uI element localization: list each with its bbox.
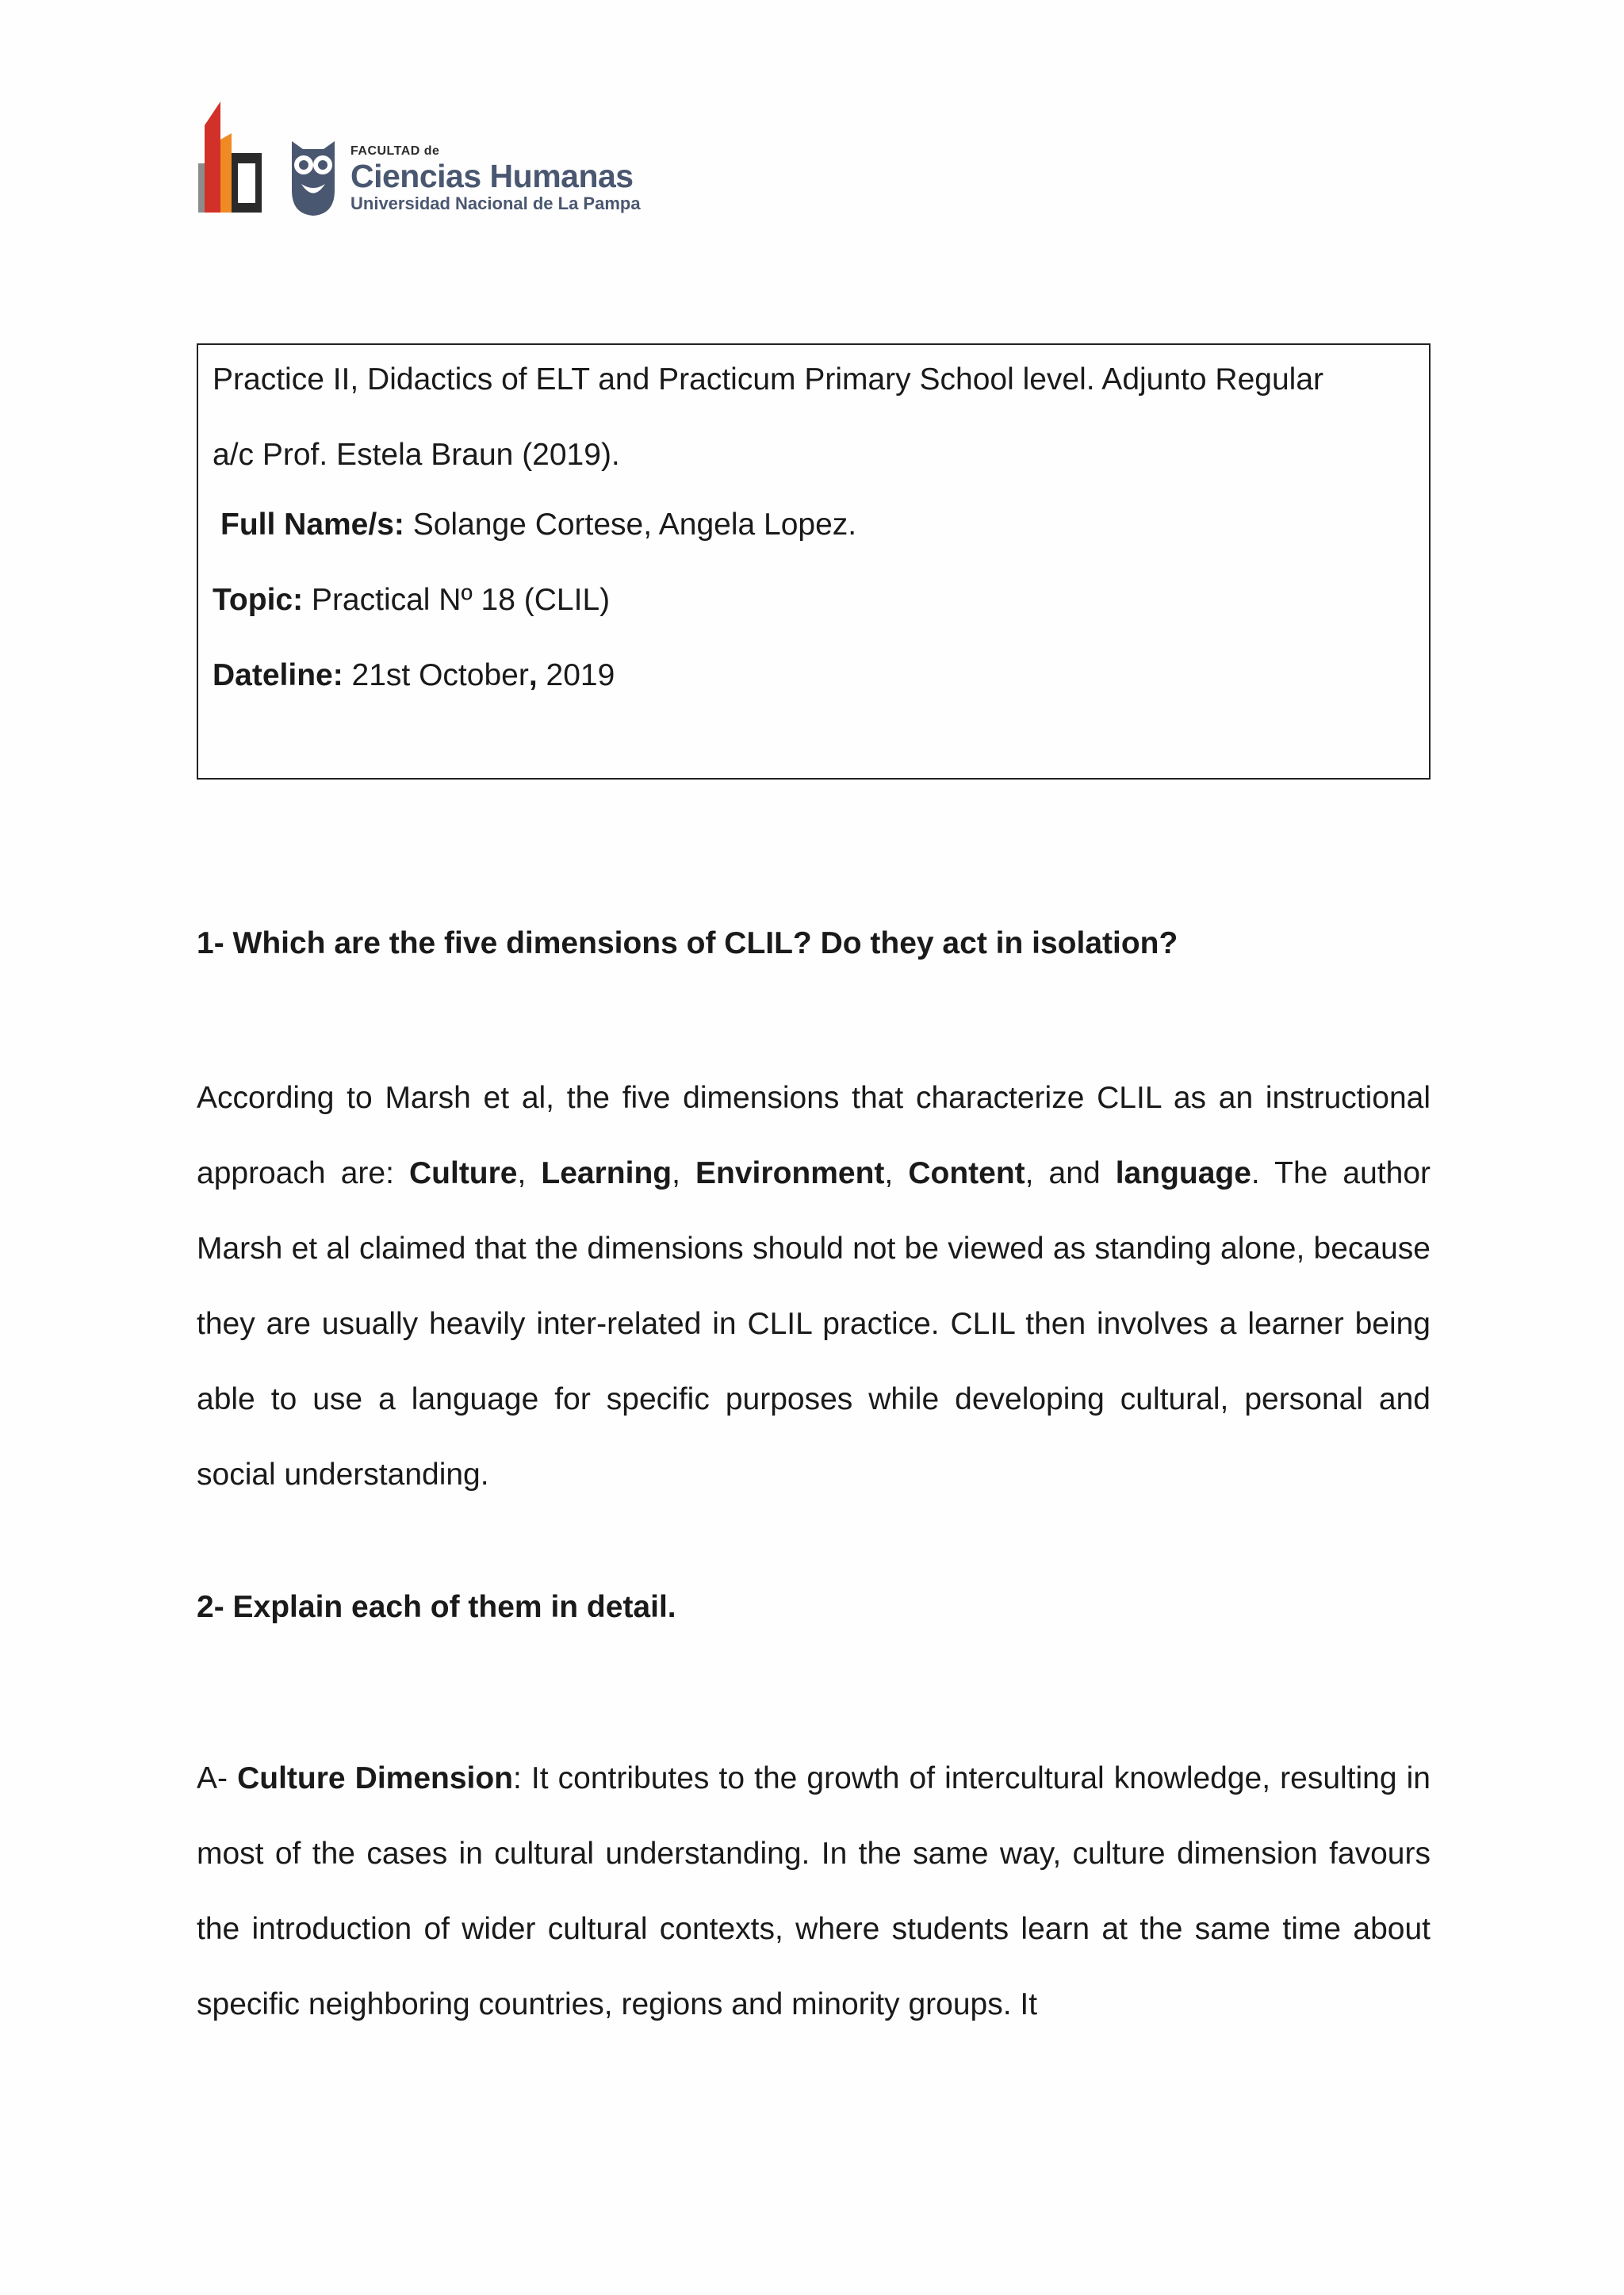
full-name-line <box>220 506 856 544</box>
separator: , <box>672 1156 696 1190</box>
answer-1-rest: . The author Marsh et al claimed that the dimensions should not be viewed as standing alone, because they are usually heavily inter-related in CLIL practice. CLIL then involves a learner being able to use a language for specific purposes while developing cultural, personal and social understanding. <box>197 1156 1431 1492</box>
dateline-value-date: 21st October <box>343 658 529 692</box>
answer-2-prefix: A- <box>197 1761 238 1795</box>
logo-text <box>350 144 641 214</box>
topic-value: Practical Nº 18 (CLIL) <box>303 583 611 617</box>
course-line-1: Practice II, Didactics of ELT and Practicum Primary School level. Adjunto Regular <box>213 362 1323 397</box>
full-name-label: Full Name/s: <box>220 508 404 542</box>
logo-faculty-small: FACULTAD de <box>350 144 440 158</box>
full-name-value: Solange Cortese, Angela Lopez. <box>404 508 857 542</box>
answer-2-paragraph <box>197 1741 1431 2042</box>
answer-1-intro: According to Marsh et al, the five dimensions that characterize CLIL as an instructional approach are: <box>197 1081 1431 1190</box>
question-1: 1- Which are the five dimensions of CLIL? Do they act in isolation? <box>197 926 1178 960</box>
answer-2-text: : It contributes to the growth of intercultural knowledge, resulting in most of the cases in cultural understanding. In the same way, culture dimension favours the introduction of wider cultural contexts, where students learn at the same time about specific neighboring countries, regions and minority groups. It <box>197 1761 1431 2021</box>
faculty-emblem-icon <box>198 102 274 220</box>
dimension-language: language <box>1115 1156 1251 1190</box>
dimension-culture: Culture <box>409 1156 518 1190</box>
dateline-value-year: 2019 <box>537 658 615 692</box>
header-info-box <box>197 343 1431 780</box>
separator: , <box>884 1156 909 1190</box>
logo-university: Universidad Nacional de La Pampa <box>350 193 641 213</box>
dimension-content: Content <box>908 1156 1025 1190</box>
topic-line <box>213 581 610 619</box>
logo-faculty-name: Ciencias Humanas <box>350 158 634 194</box>
question-2: 2- Explain each of them in detail. <box>197 1590 676 1624</box>
course-line-2: a/c Prof. Estela Braun (2019). <box>213 438 620 472</box>
faculty-logo <box>198 102 674 228</box>
dateline-comma: , <box>528 658 538 692</box>
dateline-line <box>213 657 615 695</box>
topic-label: Topic: <box>213 583 304 617</box>
separator: , <box>517 1156 542 1190</box>
dimension-learning: Learning <box>541 1156 672 1190</box>
owl-icon <box>285 135 341 218</box>
dateline-label: Dateline: <box>213 658 343 692</box>
answer-1-paragraph <box>197 1060 1431 1512</box>
separator: , and <box>1025 1156 1116 1190</box>
dimension-environment: Environment <box>695 1156 885 1190</box>
culture-dimension-term: Culture Dimension <box>237 1761 514 1795</box>
